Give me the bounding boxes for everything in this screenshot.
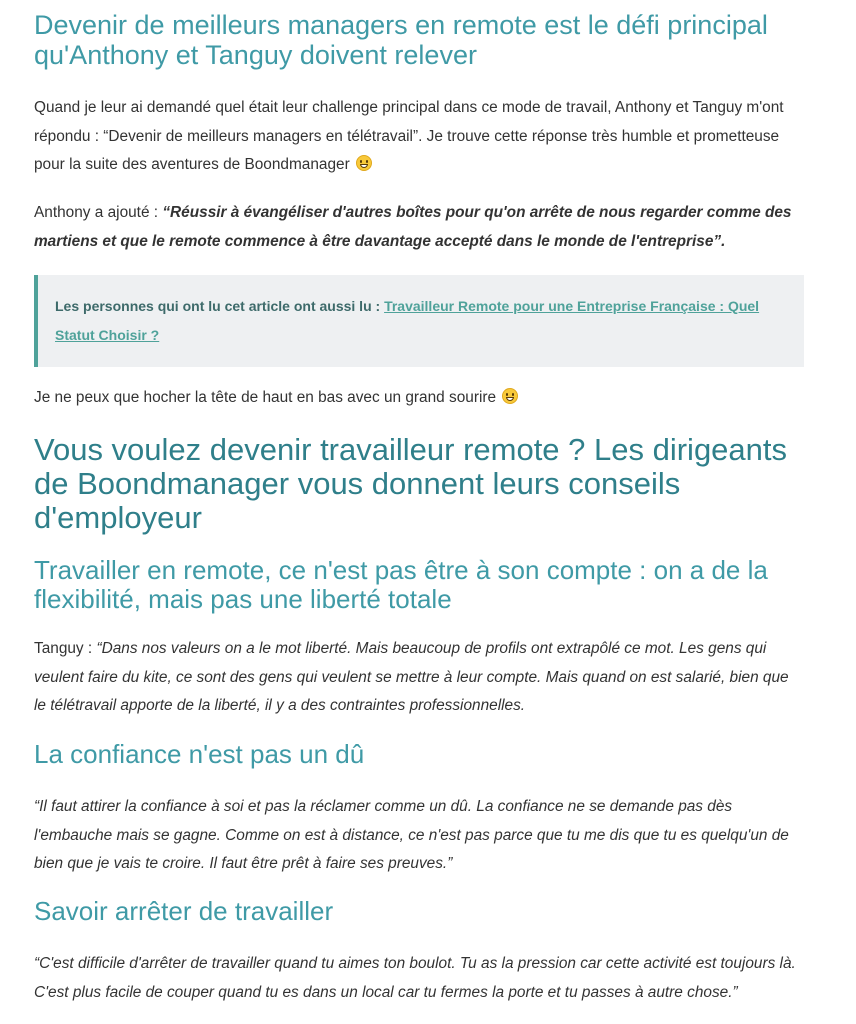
paragraph-anthony-quote [34, 199, 804, 256]
related-article-link[interactable]: Travailleur Remote pour une Entreprise Française : Quel Statut Choisir ? [55, 298, 760, 343]
quote-prefix: Anthony a ajouté : [34, 204, 163, 221]
grinning-face-icon [502, 388, 518, 404]
paragraph-stop-quote [34, 950, 804, 1007]
quote-prefix: Tanguy : [34, 640, 97, 657]
subheading-stop-working: Savoir arrêter de travailler [34, 896, 334, 926]
section-heading-managers: Devenir de meilleurs managers en remote est le défi principal qu'Anthony et Tanguy doivent relever [34, 10, 768, 70]
paragraph-smile-text: Je ne peux que hocher la tête de haut en bas avec un grand sourire [34, 389, 497, 406]
paragraph-smile [34, 384, 804, 413]
paragraph-trust-quote [34, 793, 804, 879]
quote-text: “C'est difficile d'arrêter de travailler quand tu aimes ton boulot. Tu as la pression car cette activité est toujours là. C'est plus facile de couper quand tu es dans un local car tu fermes la porte et tu passes à autre chose.” [34, 955, 796, 1001]
quote-text: “Dans nos valeurs on a le mot liberté. Mais beaucoup de profils ont extrapôlé ce mot. Les gens qui veulent faire du kite, ce sont des gens qui veulent se mettre à leur compte. Mais quand on est salarié, bien que le télétravail apporte de la liberté, il y a des contraintes professionnelles. [34, 640, 789, 714]
paragraph-challenge [34, 94, 804, 180]
grinning-face-icon [356, 155, 372, 171]
quote-text: “Il faut attirer la confiance à soi et pas la réclamer comme un dû. La confiance ne se demande pas dès l'embauche mais se gagne. Comme on est à distance, ce n'est pas parce que tu me dis que tu es quelqu'un de bien que je vais te croire. Il faut être prêt à faire ses preuves.” [34, 798, 789, 872]
section-heading-advice: Vous voulez devenir travailleur remote ? Les dirigeants de Boondmanager vous donnent leurs conseils d'employeur [34, 432, 788, 535]
subheading-trust: La confiance n'est pas un dû [34, 739, 365, 769]
quote-text: “Réussir à évangéliser d'autres boîtes pour qu'on arrête de nous regarder comme des martiens et que le remote commence à être davantage accepté dans le monde de l'entreprise”. [34, 204, 792, 250]
related-label: Les personnes qui ont lu cet article ont aussi lu : [55, 298, 385, 314]
paragraph-challenge-text: Quand je leur ai demandé quel était leur challenge principal dans ce mode de travail, Anthony et Tanguy m'ont répondu : “Devenir de meilleurs managers en télétravail”. Je trouve cette réponse très humble et prometteuse pour la suite des aventures de Boondmanager [34, 99, 784, 173]
paragraph-tanguy-quote [34, 635, 804, 721]
subheading-flexibility: Travailler en remote, ce n'est pas être à son compte : on a de la flexibilité, mais pas une liberté totale [34, 555, 768, 614]
related-article-line [55, 292, 788, 349]
related-article-box [34, 275, 804, 367]
